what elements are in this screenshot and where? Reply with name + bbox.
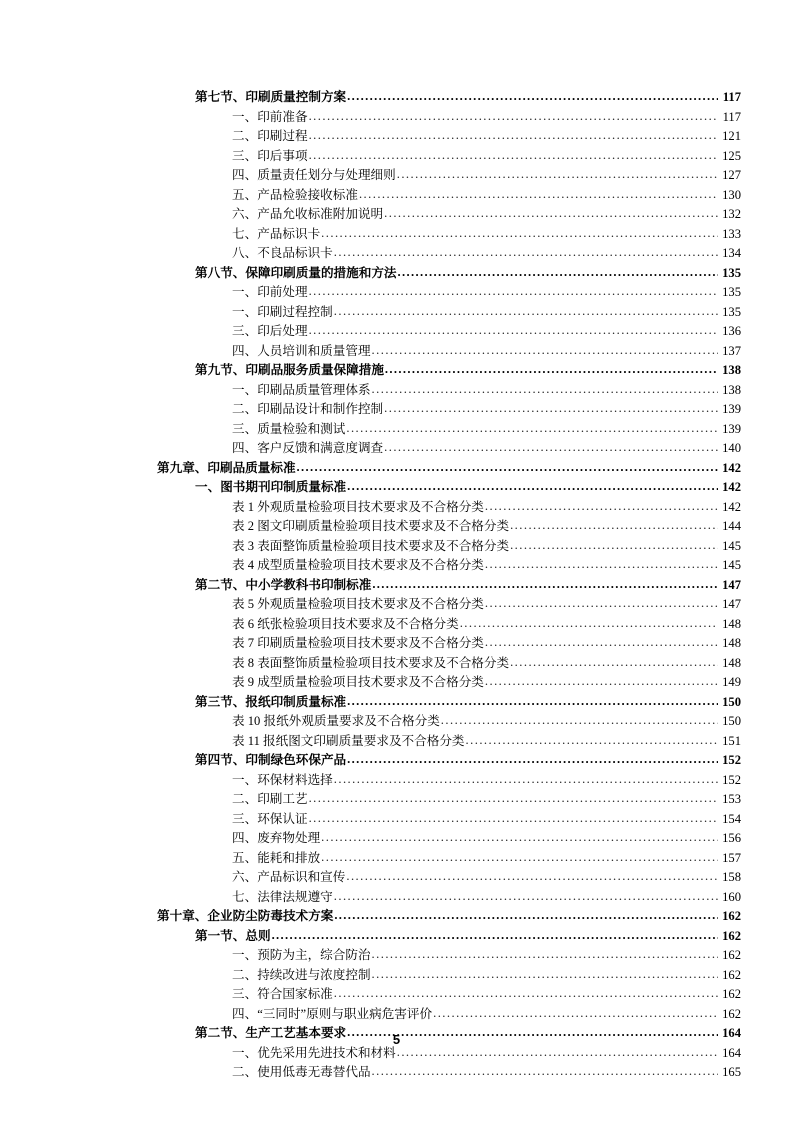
toc-dot-leader [485, 673, 718, 692]
toc-entry[interactable] [0, 771, 793, 791]
toc-entry-label: 三、环保认证 [232, 811, 308, 826]
toc-entry-label: 第二节、中小学教科书印制标准 [195, 577, 372, 592]
toc-entry-page-number: 127 [722, 168, 741, 182]
table-of-contents [0, 88, 793, 1083]
toc-entry[interactable] [0, 810, 793, 830]
toc-dot-leader [309, 283, 718, 302]
toc-entry[interactable] [0, 147, 793, 167]
toc-entry-page-number: 139 [722, 421, 741, 436]
toc-entry[interactable] [0, 712, 793, 732]
toc-entry-label: 一、印刷品质量管理体系 [232, 382, 371, 397]
toc-entry-label: 一、印前处理 [232, 285, 308, 299]
toc-entry[interactable] [0, 127, 793, 147]
toc-entry-page-number: 148 [722, 616, 741, 631]
toc-dot-leader [510, 654, 718, 673]
toc-entry-page-number: 149 [722, 675, 741, 689]
toc-entry[interactable] [0, 732, 793, 752]
toc-entry-label: 第十章、企业防尘防毒技术方案 [157, 909, 334, 923]
toc-dot-leader [485, 634, 718, 653]
toc-entry[interactable] [0, 907, 793, 927]
toc-entry[interactable] [0, 985, 793, 1005]
toc-entry[interactable] [0, 264, 793, 284]
toc-entry[interactable] [0, 517, 793, 537]
toc-dot-leader [385, 361, 718, 380]
toc-entry[interactable] [0, 342, 793, 362]
toc-dot-leader [397, 166, 718, 185]
toc-entry-page-number: 142 [722, 499, 741, 514]
page-number: 5 [392, 1032, 401, 1047]
toc-dot-leader [372, 576, 718, 595]
toc-entry-page-number: 139 [722, 402, 741, 416]
toc-dot-leader [334, 771, 718, 790]
toc-entry-page-number: 134 [722, 246, 741, 260]
toc-entry-page-number: 142 [722, 460, 741, 475]
toc-entry-label: 二、使用低毒无毒替代品 [232, 1065, 371, 1079]
toc-dot-leader [309, 108, 718, 127]
toc-entry-page-number: 130 [722, 187, 741, 202]
toc-entry-page-number: 154 [722, 811, 741, 826]
toc-dot-leader [321, 829, 718, 848]
toc-entry-page-number: 145 [722, 558, 741, 572]
toc-entry-label: 二、印刷过程 [232, 129, 308, 143]
toc-entry-page-number: 137 [722, 343, 741, 358]
toc-dot-leader [372, 1063, 718, 1082]
toc-dot-leader [384, 205, 718, 224]
toc-dot-leader [347, 693, 718, 712]
toc-entry-label: 三、符合国家标准 [232, 987, 333, 1001]
toc-dot-leader [359, 186, 718, 205]
toc-entry-label: 第二节、生产工艺基本要求 [195, 1026, 347, 1040]
toc-entry-label: 三、印后处理 [232, 324, 308, 338]
toc-entry[interactable] [0, 1005, 793, 1025]
toc-entry[interactable] [0, 205, 793, 225]
toc-dot-leader [372, 946, 718, 965]
toc-entry-page-number: 165 [722, 1065, 741, 1079]
toc-entry[interactable] [0, 927, 793, 947]
toc-entry-label: 表 9 成型质量检验项目技术要求及不合格分类 [232, 675, 484, 689]
toc-entry-label: 四、“三同时”原则与职业病危害评价 [232, 1006, 433, 1021]
toc-entry[interactable] [0, 576, 793, 596]
toc-dot-leader [272, 927, 718, 946]
toc-entry-label: 表 11 报纸图文印刷质量要求及不合格分类 [232, 733, 465, 748]
toc-entry-page-number: 153 [722, 792, 741, 806]
toc-entry-label: 七、法律法规遵守 [232, 889, 333, 904]
toc-entry-label: 一、印前准备 [232, 109, 308, 124]
toc-entry-label: 表 6 纸张检验项目技术要求及不合格分类 [232, 616, 459, 631]
toc-entry-label: 六、产品标识和宣传 [232, 870, 346, 884]
toc-dot-leader [334, 244, 718, 263]
toc-entry-label: 第四节、印制绿色环保产品 [195, 753, 347, 767]
toc-dot-leader [384, 439, 718, 458]
toc-entry-label: 七、产品标识卡 [232, 226, 321, 241]
toc-entry[interactable] [0, 322, 793, 342]
toc-entry[interactable] [0, 303, 793, 323]
toc-dot-leader [485, 556, 718, 575]
toc-entry-page-number: 162 [722, 987, 741, 1001]
toc-entry-page-number: 138 [722, 382, 741, 397]
toc-dot-leader [346, 868, 718, 887]
toc-entry[interactable] [0, 1063, 793, 1083]
toc-dot-leader [441, 712, 718, 731]
toc-entry[interactable] [0, 615, 793, 635]
toc-entry[interactable] [0, 459, 793, 479]
toc-entry[interactable] [0, 498, 793, 518]
toc-dot-leader [485, 498, 718, 517]
toc-entry-page-number: 152 [722, 753, 741, 767]
toc-entry-label: 第七节、印刷质量控制方案 [195, 90, 347, 104]
toc-entry[interactable] [0, 400, 793, 420]
toc-dot-leader [297, 459, 718, 478]
toc-dot-leader [347, 478, 718, 497]
toc-dot-leader [309, 147, 718, 166]
toc-entry-page-number: 164 [722, 1045, 741, 1060]
toc-entry-page-number: 147 [722, 597, 741, 611]
toc-entry-page-number: 160 [722, 889, 741, 904]
toc-entry[interactable] [0, 868, 793, 888]
toc-entry-label: 五、产品检验接收标准 [232, 187, 358, 202]
toc-entry[interactable] [0, 595, 793, 615]
toc-entry-page-number: 156 [722, 831, 741, 845]
toc-entry[interactable] [0, 673, 793, 693]
toc-entry-label: 八、不良品标识卡 [232, 246, 333, 260]
toc-dot-leader [347, 88, 718, 107]
toc-entry-label: 第九章、印刷品质量标准 [157, 460, 296, 475]
toc-entry[interactable] [0, 420, 793, 440]
toc-dot-leader [384, 400, 718, 419]
toc-entry-label: 五、能耗和排放 [232, 850, 321, 865]
toc-entry-label: 第九节、印刷品服务质量保障措施 [195, 363, 384, 377]
toc-entry-page-number: 158 [722, 870, 741, 884]
toc-entry-page-number: 148 [722, 636, 741, 650]
toc-entry[interactable] [0, 537, 793, 557]
toc-dot-leader [510, 517, 718, 536]
toc-entry[interactable] [0, 693, 793, 713]
toc-entry-page-number: 148 [722, 655, 741, 670]
toc-entry-label: 第三节、报纸印制质量标准 [195, 694, 347, 709]
toc-entry-page-number: 117 [722, 90, 741, 104]
toc-entry[interactable] [0, 654, 793, 674]
toc-entry-label: 第一节、总则 [195, 928, 271, 943]
toc-entry-page-number: 144 [722, 519, 741, 533]
toc-entry-label: 二、持续改进与浓度控制 [232, 967, 371, 982]
toc-entry-label: 四、质量责任划分与处理细则 [232, 168, 396, 182]
toc-dot-leader [485, 595, 718, 614]
toc-entry[interactable] [0, 946, 793, 966]
toc-entry-label: 四、废弃物处理 [232, 831, 321, 845]
toc-entry-label: 四、人员培训和质量管理 [232, 343, 371, 358]
toc-entry-label: 二、印刷品设计和制作控制 [232, 402, 384, 416]
toc-dot-leader [372, 342, 718, 361]
toc-entry[interactable] [0, 186, 793, 206]
toc-entry-label: 三、质量检验和测试 [232, 421, 346, 436]
toc-entry-page-number: 117 [722, 109, 741, 124]
toc-entry-page-number: 125 [722, 148, 741, 163]
toc-entry-page-number: 147 [722, 577, 741, 592]
toc-entry-label: 表 2 图文印刷质量检验项目技术要求及不合格分类 [232, 519, 510, 533]
toc-entry[interactable] [0, 966, 793, 986]
toc-entry-page-number: 140 [722, 441, 741, 455]
toc-dot-leader [309, 127, 718, 146]
toc-dot-leader [372, 966, 718, 985]
toc-entry-label: 二、印刷工艺 [232, 792, 308, 806]
toc-entry-page-number: 145 [722, 538, 741, 553]
toc-dot-leader [460, 615, 718, 634]
toc-dot-leader [334, 888, 718, 907]
toc-entry-page-number: 151 [722, 733, 741, 748]
toc-entry-label: 表 7 印刷质量检验项目技术要求及不合格分类 [232, 636, 484, 650]
toc-entry[interactable] [0, 381, 793, 401]
toc-entry-page-number: 164 [722, 1026, 741, 1040]
toc-entry-page-number: 135 [722, 304, 741, 319]
toc-entry-label: 表 10 报纸外观质量要求及不合格分类 [232, 714, 440, 728]
toc-dot-leader [510, 537, 718, 556]
toc-entry-page-number: 162 [722, 928, 741, 943]
toc-entry[interactable] [0, 790, 793, 810]
toc-dot-leader [321, 225, 718, 244]
toc-entry[interactable] [0, 283, 793, 303]
toc-dot-leader [309, 790, 718, 809]
toc-dot-leader [334, 985, 718, 1004]
toc-entry[interactable] [0, 478, 793, 498]
toc-entry-label: 六、产品允收标准附加说明 [232, 207, 384, 221]
toc-dot-leader [321, 849, 718, 868]
toc-entry-page-number: 138 [722, 363, 741, 377]
toc-entry-page-number: 162 [722, 909, 741, 923]
toc-entry-label: 一、预防为主，综合防治 [232, 948, 371, 962]
toc-entry-page-number: 132 [722, 207, 741, 221]
toc-entry-page-number: 152 [722, 772, 741, 787]
toc-dot-leader [309, 322, 718, 341]
toc-entry[interactable] [0, 361, 793, 381]
toc-dot-leader [347, 751, 718, 770]
toc-entry[interactable] [0, 829, 793, 849]
toc-entry-label: 三、印后事项 [232, 148, 308, 163]
toc-entry[interactable] [0, 888, 793, 908]
toc-dot-leader [334, 303, 718, 322]
toc-dot-leader [334, 907, 718, 926]
toc-entry-page-number: 162 [722, 967, 741, 982]
toc-entry-page-number: 135 [722, 285, 741, 299]
toc-entry[interactable] [0, 225, 793, 245]
toc-entry-label: 一、图书期刊印制质量标准 [195, 480, 347, 494]
toc-dot-leader [433, 1005, 718, 1024]
toc-dot-leader [346, 420, 718, 439]
toc-entry-page-number: 162 [722, 1006, 741, 1021]
toc-dot-leader [398, 264, 719, 283]
toc-entry[interactable] [0, 244, 793, 264]
toc-entry-page-number: 121 [722, 129, 741, 143]
toc-entry-page-number: 133 [722, 226, 741, 241]
toc-dot-leader [309, 810, 718, 829]
toc-entry-label: 表 1 外观质量检验项目技术要求及不合格分类 [232, 499, 484, 514]
toc-dot-leader [372, 381, 718, 400]
toc-entry-label: 表 5 外观质量检验项目技术要求及不合格分类 [232, 597, 484, 611]
toc-entry[interactable] [0, 751, 793, 771]
toc-entry[interactable] [0, 439, 793, 459]
toc-entry-page-number: 150 [722, 694, 741, 709]
toc-entry-page-number: 150 [722, 714, 741, 728]
toc-entry-label: 第八节、保障印刷质量的措施和方法 [195, 265, 397, 280]
toc-entry-page-number: 162 [722, 948, 741, 962]
toc-dot-leader [466, 732, 718, 751]
toc-entry-label: 一、印刷过程控制 [232, 304, 333, 319]
toc-entry-page-number: 142 [722, 480, 741, 494]
toc-entry-label: 一、环保材料选择 [232, 772, 333, 787]
toc-entry[interactable] [0, 88, 793, 108]
toc-entry-label: 表 4 成型质量检验项目技术要求及不合格分类 [232, 558, 484, 572]
toc-entry-label: 四、客户反馈和满意度调查 [232, 441, 384, 455]
toc-entry[interactable] [0, 849, 793, 869]
toc-entry-page-number: 157 [722, 850, 741, 865]
toc-entry-label: 一、优先采用先进技术和材料 [232, 1045, 396, 1060]
toc-entry[interactable] [0, 108, 793, 128]
toc-entry-label: 表 8 表面整饰质量检验项目技术要求及不合格分类 [232, 655, 510, 670]
toc-entry-page-number: 135 [722, 265, 741, 280]
toc-entry[interactable] [0, 166, 793, 186]
toc-entry-page-number: 136 [722, 324, 741, 338]
toc-entry-label: 表 3 表面整饰质量检验项目技术要求及不合格分类 [232, 538, 510, 553]
toc-entry[interactable] [0, 556, 793, 576]
toc-entry[interactable] [0, 634, 793, 654]
